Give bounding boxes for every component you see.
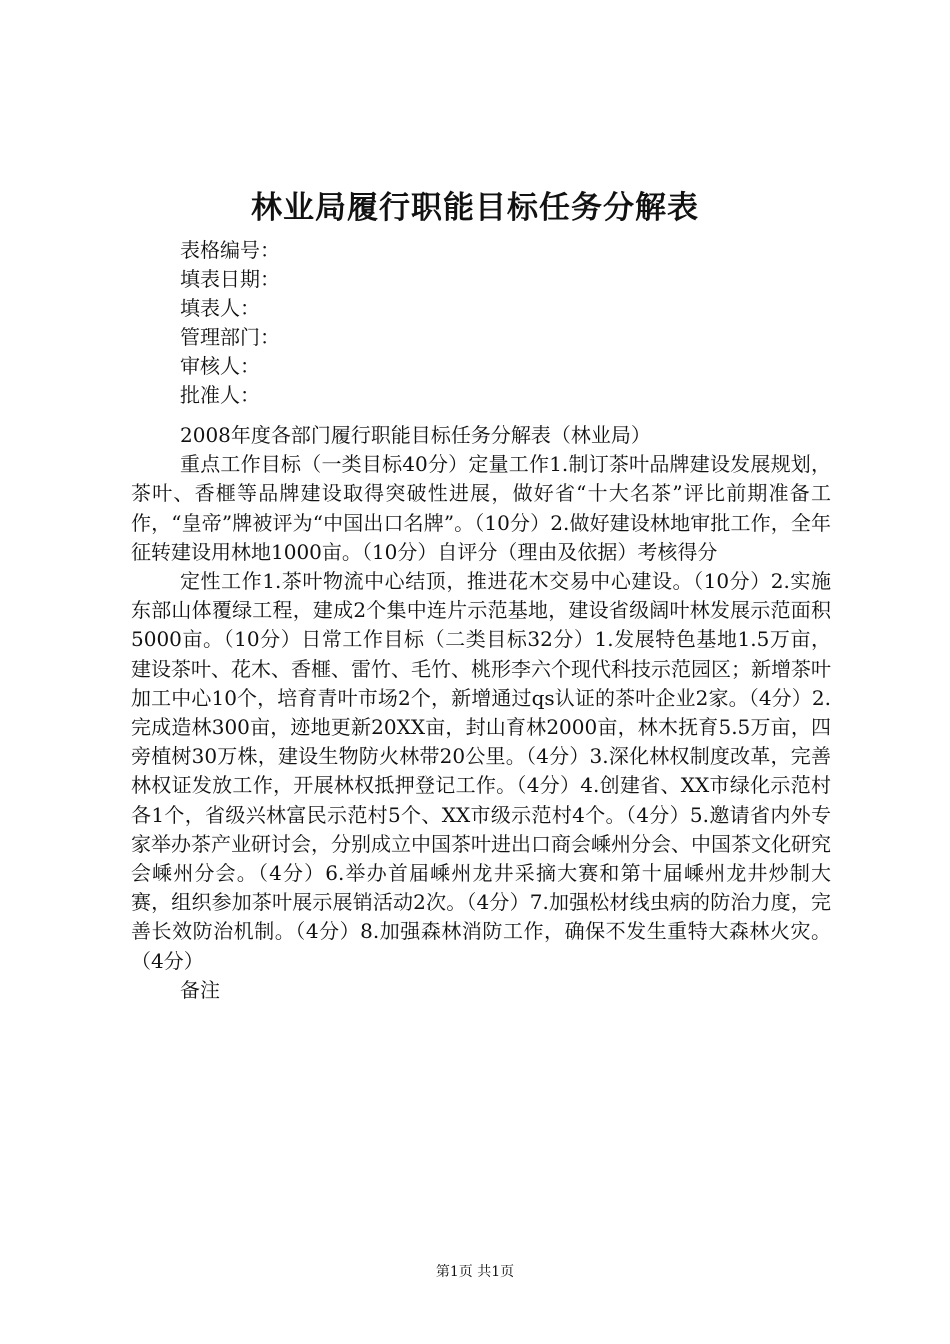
meta-fields (180, 236, 830, 410)
meta-approver: 批准人： (180, 383, 260, 407)
key-goals-paragraph: 重点工作目标（一类目标40分）定量工作1.制订茶叶品牌建设发展规划，茶叶、香榧等品牌建设取得突破性进展，做好省“十大名茶”评比前期准备工作，“皇帝”牌被评为“中国出口名牌”。（10分）2.做好建设林地审批工作，全年征转建设用林地1000亩。（10分）自评分（理由及依据）考核得分 (131, 452, 831, 564)
qualitative-work-paragraph: 定性工作1.茶叶物流中心结顶，推进花木交易中心建设。（10分）2.实施东部山体覆绿工程，建成2个集中连片示范基地，建设省级阔叶林发展示范面积5000亩。（10分）日常工作目标（二类目标32分）1.发展特色基地1.5万亩，建设茶叶、花木、香榧、雷竹、毛竹、桃形李六个现代科技示范园区；新增茶叶加工中心10个，培育青叶市场2个，新增通过qs认证的茶叶企业2家。（4分）2.完成造林300亩，迹地更新20XX亩，封山育林2000亩，林木抚育5.5万亩，四旁植树30万株，建设生物防火林带20公里。（4分）3.深化林权制度改革，完善林权证发放工作，开展林权抵押登记工作。（4分）4.创建省、XX市绿化示范村各1个，省级兴林富民示范村5个、XX市级示范村4个。（4分）5.邀请省内外专家举办茶产业研讨会，分别成立中国茶叶进出口商会嵊州分会、中国茶文化研究会嵊州分会。（4分）6.举办首届嵊州龙井采摘大赛和第十届嵊州龙井炒制大赛，组织参加茶叶展示展销活动2次。（4分）7.加强松材线虫病的防治力度，完善长效防治机制。（4分）8.加强森林消防工作，确保不发生重特大森林火灾。（4分） (131, 569, 831, 973)
document-title: 林业局履行职能目标任务分解表 (251, 190, 699, 226)
page-footer: 第1页 共1页 (435, 1264, 515, 1280)
meta-filler: 填表人： (180, 296, 260, 320)
meta-reviewer: 审核人： (180, 354, 260, 378)
meta-fill-date: 填表日期： (180, 267, 280, 291)
meta-form-number: 表格编号： (180, 238, 280, 262)
document-body (131, 421, 831, 1005)
meta-department: 管理部门： (180, 325, 280, 349)
table-heading-paragraph: 2008年度各部门履行职能目标任务分解表（林业局） (180, 423, 651, 447)
remarks-paragraph: 备注 (180, 977, 220, 1002)
